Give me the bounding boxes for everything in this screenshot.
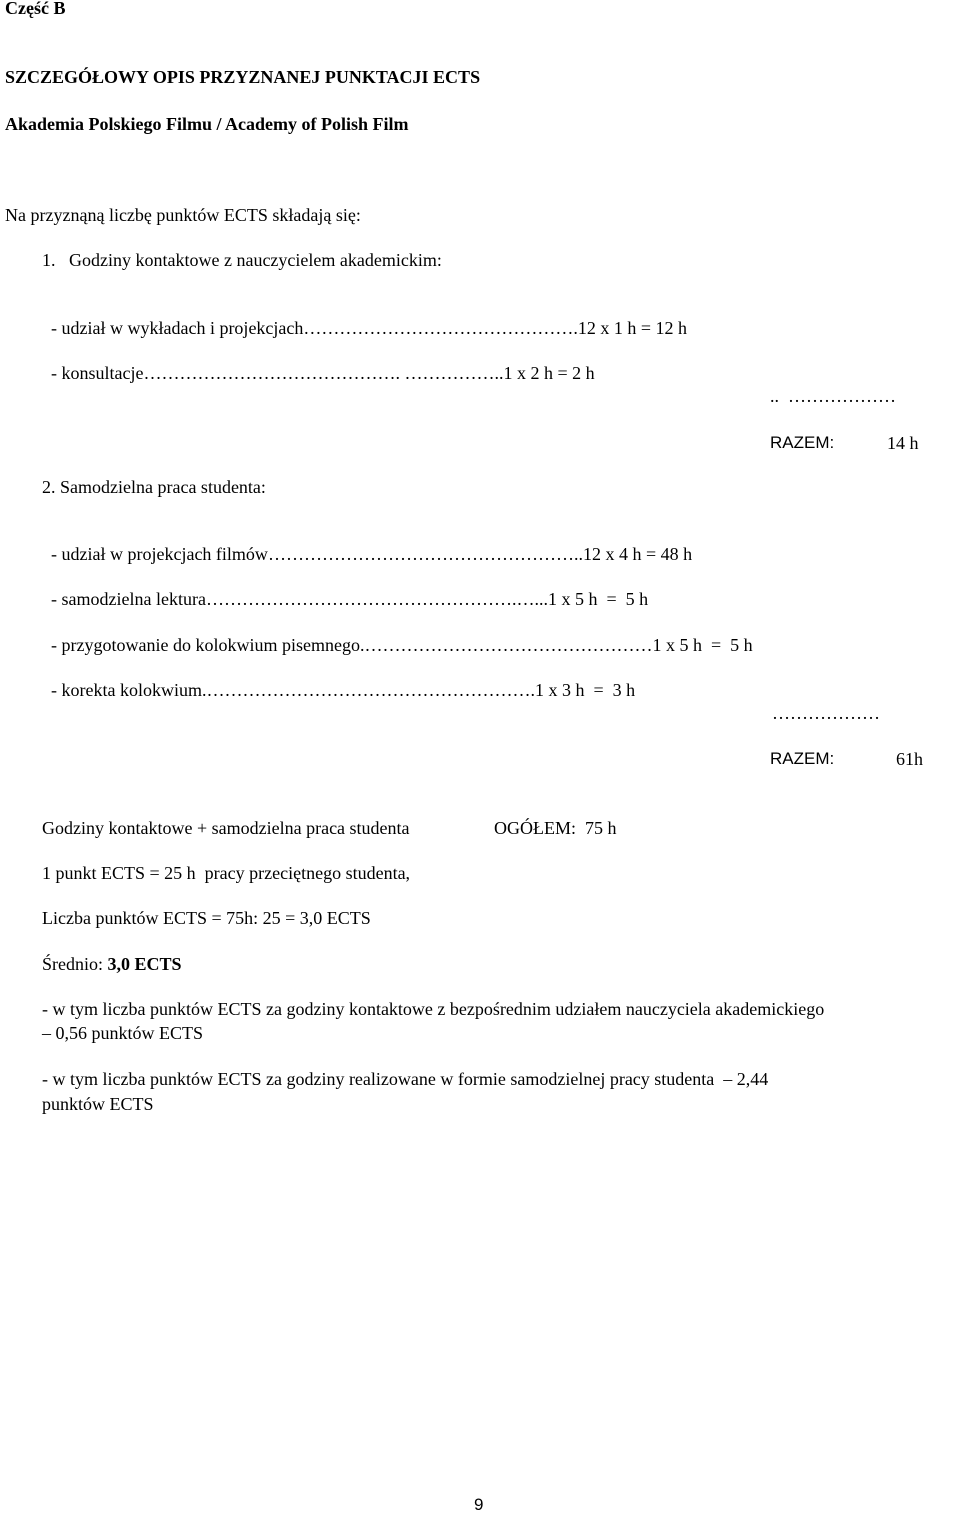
row-label: - samodzielna lektura [51, 589, 206, 609]
section1-total-label: RAZEM: [770, 433, 835, 452]
contact-ects-line1: - w tym liczba punktów ECTS za godziny kontaktowe z bezpośrednim udziałem nauczyciela akademickiego [42, 999, 825, 1019]
row-dots: ……………………………………. …………….. [143, 363, 504, 383]
section2-total-label: RAZEM: [770, 749, 835, 768]
row-value: 12 x 1 h = 12 h [577, 318, 688, 338]
section1-heading: 1. Godziny kontaktowe z nauczycielem akademickim: [42, 250, 442, 270]
section2-row-reading [42, 566, 648, 610]
ects-average-value: 3,0 ECTS [107, 954, 182, 974]
contact-ects-line2: – 0,56 punktów ECTS [42, 1023, 204, 1043]
section2-separator: ……………… [772, 703, 880, 723]
section2-total-value: 61h [896, 749, 923, 769]
institution-name: Akademia Polskiego Filmu / Academy of Polish Film [5, 114, 409, 134]
ects-calculation: Liczba punktów ECTS = 75h: 25 = 3,0 ECTS [42, 908, 371, 928]
ects-average-label: Średnio: [42, 954, 108, 974]
self-ects-line1: - w tym liczba punktów ECTS za godziny realizowane w formie samodzielnej pracy studenta – 2,44 [42, 1069, 769, 1089]
row-label: - udział w wykładach i projekcjach [51, 318, 304, 338]
summary-total-value: OGÓŁEM: 75 h [494, 818, 617, 838]
summary-total-label: Godziny kontaktowe + samodzielna praca studenta [42, 818, 410, 838]
row-dots: …………………………………………….…... [205, 589, 548, 609]
intro-text: Na przyznąną liczbę punktów ECTS składają się: [5, 205, 361, 225]
row-dots: .………………………………………………. [201, 680, 535, 700]
row-label: - korekta kolokwium [51, 680, 202, 700]
section1-row-consultations [42, 340, 595, 384]
row-dots: …………………………………………….. [267, 544, 583, 564]
row-value: 1 x 3 h = 3 h [534, 680, 636, 700]
row-label: - przygotowanie do kolokwium pisemnego [51, 635, 360, 655]
row-dots: ………………………………………. [303, 318, 578, 338]
row-value: 12 x 4 h = 48 h [582, 544, 693, 564]
section1-total-value: 14 h [887, 433, 919, 453]
section1-separator: .. ……………… [770, 386, 896, 406]
section2-row-preparation [42, 612, 753, 656]
row-dots: .………………………………………… [359, 635, 653, 655]
row-value: 1 x 5 h = 5 h [547, 589, 649, 609]
part-label: Część B [5, 0, 66, 18]
section2-row-correction [42, 657, 635, 701]
self-ects-line2: punktów ECTS [42, 1094, 154, 1114]
page-number: 9 [474, 1495, 484, 1514]
row-label: - udział w projekcjach filmów [51, 544, 268, 564]
section1-row-lectures [42, 295, 687, 339]
section2-heading: 2. Samodzielna praca studenta: [42, 477, 266, 497]
row-value: 1 x 2 h = 2 h [503, 363, 595, 383]
document-title: SZCZEGÓŁOWY OPIS PRZYZNANEJ PUNKTACJI ECTS [5, 67, 481, 87]
row-label: - konsultacje [51, 363, 144, 383]
row-value: 1 x 5 h = 5 h [652, 635, 753, 655]
ects-average [42, 953, 182, 975]
ects-definition: 1 punkt ECTS = 25 h pracy przeciętnego studenta, [42, 863, 411, 883]
section2-row-screenings [42, 521, 692, 565]
